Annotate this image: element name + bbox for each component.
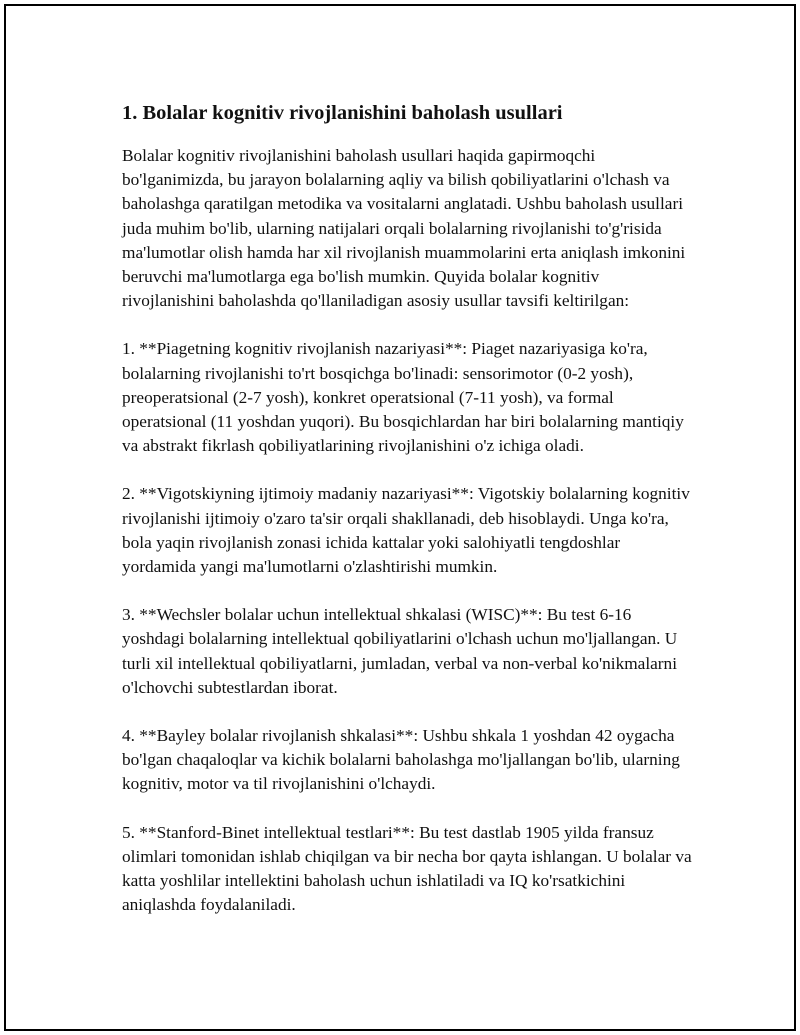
paragraph-vygotsky: 2. **Vigotskiyning ijtimoiy madaniy nazariyasi**: Vigotskiy bolalarning kognitiv rivojlanishi ijtimoiy o'zaro ta'sir orqali shakllanadi, deb hisoblaydi. Unga ko'ra, bola yaqin rivojlanish zonasi ichida kattalar yoki salohiyatli tengdoshlar yordamida yangi ma'lumotlarni o'zlashtirishi mumkin. [122, 484, 690, 577]
document-title: 1. Bolalar kognitiv rivojlanishini baholash usullari [122, 102, 563, 124]
paragraph-bayley: 4. **Bayley bolalar rivojlanish shkalasi**: Ushbu shkala 1 yoshdan 42 oygacha bo'lgan chaqaloqlar va kichik bolalarni baholashga mo'ljallangan bo'lib, ularning kognitiv, motor va til rivojlanishini o'lchaydi. [122, 726, 680, 794]
paragraph-stanford-binet: 5. **Stanford-Binet intellektual testlari**: Bu test dastlab 1905 yilda fransuz olimlari tomonidan ishlab chiqilgan va bir necha bor qayta ishlangan. U bolalar va katta yoshlilar intellektini baholash uchun ishlatiladi va IQ ko'rsatkichini aniqlashda foydalaniladi. [122, 822, 692, 915]
paragraph-wisc: 3. **Wechsler bolalar uchun intellektual shkalasi (WISC)**: Bu test 6-16 yoshdagi bolalarning intellektual qobiliyatlarini o'lchash uchun mo'ljallangan. U turli xil intellektual qobiliyatlarni, jumladan, verbal va non-verbal ko'nikmalarni o'lchovchi subtestlardan iborat. [122, 605, 678, 697]
page-frame [4, 4, 796, 1031]
document-body [122, 99, 692, 941]
paragraph-piaget: 1. **Piagetning kognitiv rivojlanish nazariyasi**: Piaget nazariyasiga ko'ra, bolalarning rivojlanishi to'rt bosqichga bo'linadi: sensorimotor (0-2 yosh), preoperatsional (2-7 yosh), konkret operatsional (7-11 yosh), va formal operatsional (11 yoshdan yuqori). Bu bosqichlardan har biri bolalarning mantiqiy va abstrakt fikrlash qobiliyatlarining rivojlanishini o'z ichiga oladi. [122, 339, 684, 456]
intro-paragraph: Bolalar kognitiv rivojlanishini baholash usullari haqida gapirmoqchi bo'lganimizda, bu jarayon bolalarning aqliy va bilish qobiliyatlarini o'lchash va baholashga qaratilgan metodika va vositalarni anglatadi. Ushbu baholash usullari juda muhim bo'lib, ularning natijalari orqali bolalarning rivojlanishi to'g'risida ma'lumotlar olish hamda har xil rivojlanish muammolarini erta aniqlash imkonini beruvchi ma'lumotlarga ega bo'lish mumkin. Quyida bolalar kognitiv rivojlanishini baholashda qo'llaniladigan asosiy usullar tavsifi keltirilgan: [122, 146, 686, 311]
